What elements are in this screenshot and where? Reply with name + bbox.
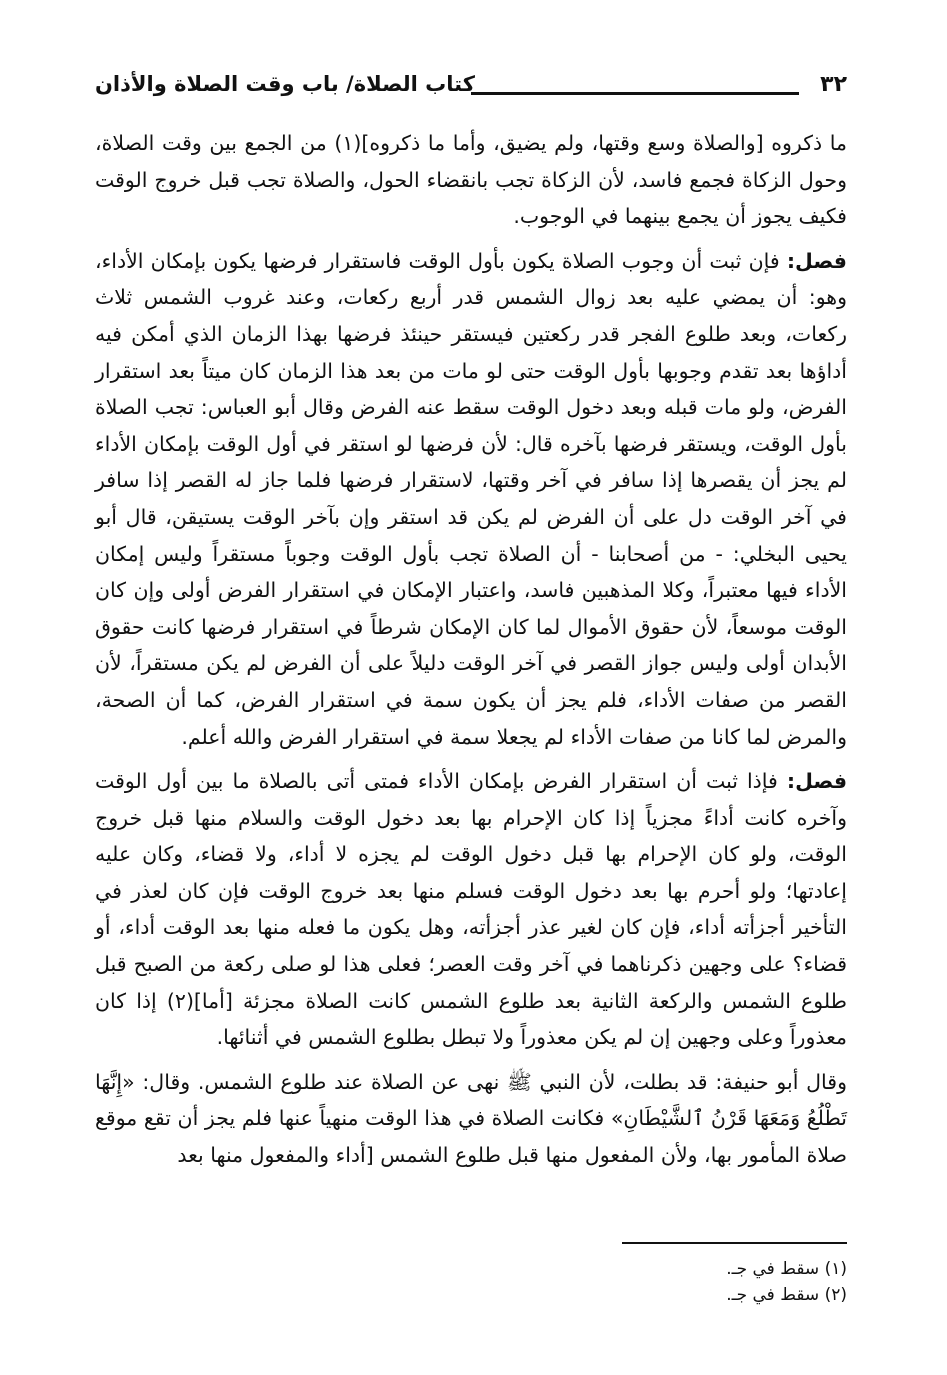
paragraph-text: ما ذكروه [والصلاة وسع وقتها، ولم يضيق، وأما ما ذكروه](١) من الجمع بين وقت الصلاة، وحول الزكاة فجمع فاسد، لأن الزكاة تجب بانقضاء الحول، والصلاة تجب قبل خروج الوقت فكيف يجوز أن يجمع بينهما في الوجوب. <box>95 131 847 229</box>
header-rule <box>471 92 799 95</box>
main-text <box>95 125 847 1174</box>
paragraph <box>95 243 847 755</box>
footnote: (١) سقط في جـ. <box>726 1259 847 1279</box>
paragraph-text: وقال أبو حنيفة: قد بطلت، لأن النبي ﷺ نهى عن الصلاة عند طلوع الشمس. وقال: «إِنَّهَا تَطْلُعُ وَمَعَهَا قَرْنُ ٱلشَّيْطَانِ» فكانت الصلاة في هذا الوقت منهياً عنها فلم يجز أن تقع موقع صلاة المأمور بها، ولأن المفعول منها قبل طلوع الشمس [أداء والمفعول منها بعد <box>95 1069 847 1168</box>
paragraph-text: فإن ثبت أن وجوب الصلاة يكون بأول الوقت فاستقرار فرضها يكون بإمكان الأداء، وهو: أن يمضي عليه بعد زوال الشمس قدر أربع ركعات، وعند غروب الشمس ثلاث ركعات، وبعد طلوع الفجر قدر ركعتين فيستقر حينئذ فرضها بهذا الزمان الذي أمكن فيه أداؤها بعد تقدم وجوبها بأول الوقت حتى لو مات من بعد هذا الزمان كان ميتاً بعد استقرار الفرض، ولو مات قبله وبعد دخول الوقت سقط عنه الفرض وقال أبو العباس: تجب الصلاة بأول الوقت، ويستقر فرضها بآخره قال: لأن فرضها لو استقر في أول الوقت بإمكان الأداء لم يجز أن يقصرها إذا سافر في آخر وقتها، لاستقرار فرضها فلما جاز له القصر إذا سافر في آخر الوقت دل على أن الفرض لم يكن قد استقر وإن بآخر الوقت يستيقن، قال أبو يحيى البخلي: - من أصحابنا - أن الصلاة تجب بأول الوقت وجوباً مستقراً وليس إمكان الأداء فيها معتبراً، وكلا المذهبين فاسد، واعتبار الإمكان في استقرار الفرض أولى وإن كان الوقت موسعاً، لأن حقوق الأموال لما كان الإمكان شرطاً في استقرار فرضها كانت حقوق الأبدان أولى وليس جواز القصر في آخر الوقت دليلاً على أن الفرض لم يكن مستقراً، لأن القصر من صفات الأداء، فلم يجز أن يكون سمة في استقرار الفرض، كما أن الصحة، والمرض لما كانا من صفات الأداء لم يجعلا سمة في استقرار الفرض والله أعلم. <box>95 248 847 749</box>
footnote: (٢) سقط في جـ. <box>726 1285 847 1305</box>
paragraph-text: فإذا ثبت أن استقرار الفرض بإمكان الأداء فمتى أتى بالصلاة ما بين أول الوقت وآخره كانت أداءً مجزياً إذا كان الإحرام بها بعد دخول الوقت والسلام منها قبل خروج الوقت، ولو كان الإحرام بها قبل دخول الوقت لم يجزه لا أداء، ولا قضاء، وكان عليه إعادتها؛ ولو أحرم بها بعد دخول الوقت فسلم منها بعد خروج الوقت فإن كان لعذر في التأخير أجزأته أداء، فإن كان لغير عذر أجزأته، وهل يكون ما فعله منها بعد الوقت أداء، أو قضاء؟ على وجهين ذكرناهما في آخر وقت العصر؛ فعلى هذا لو صلى ركعة من الصبح قبل طلوع الشمس والركعة الثانية بعد طلوع الشمس كانت الصلاة مجزئة [أما](٢) إذا كان معذوراً وعلى وجهين إن لم يكن معذوراً ولا تبطل بطلوع الشمس في أثنائها. <box>95 769 847 1050</box>
paragraph <box>95 1064 847 1174</box>
page-header <box>95 72 847 112</box>
section-label: فصل: <box>786 769 847 794</box>
running-title: كتاب الصلاة/ باب وقت الصلاة والأذان <box>95 72 475 96</box>
paragraph <box>95 763 847 1056</box>
paragraph <box>95 125 847 235</box>
page-number: ٣٢ <box>820 72 847 97</box>
footnotes <box>447 1256 847 1308</box>
footnote-rule <box>622 1242 847 1244</box>
section-label: فصل: <box>786 248 847 273</box>
